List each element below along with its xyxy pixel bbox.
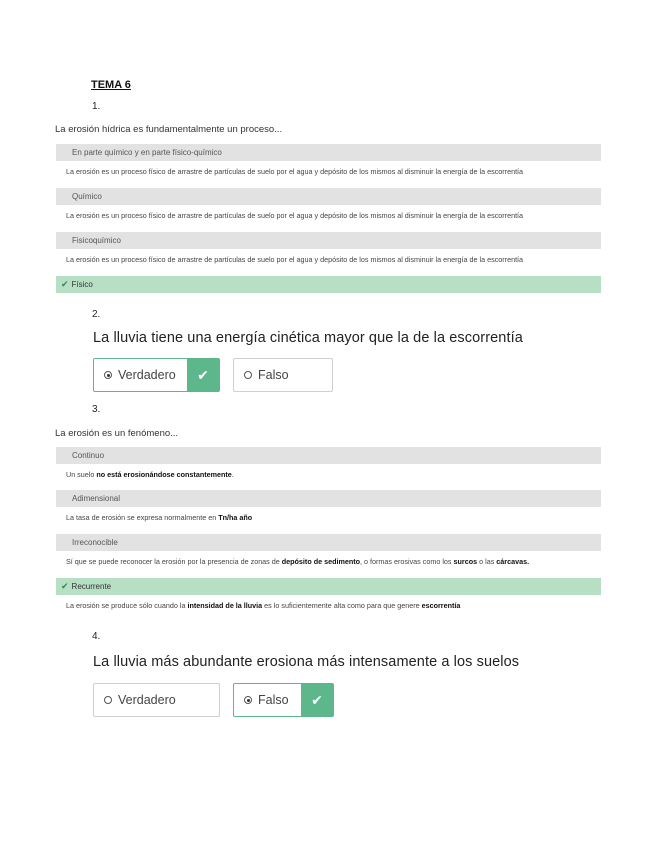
correct-answer-option[interactable] <box>56 276 601 293</box>
option-feedback: La tasa de erosión se expresa normalmente en Tn/ha año <box>66 513 253 522</box>
question-number: 2. <box>92 309 101 320</box>
question-number: 4. <box>92 631 101 642</box>
true-option-button[interactable] <box>93 683 220 717</box>
true-option-label: Verdadero <box>118 368 176 382</box>
answer-option[interactable]: Adimensional <box>56 490 601 507</box>
page-title: TEMA 6 <box>91 79 131 91</box>
question-number: 1. <box>92 101 101 112</box>
correct-answer-label: Físico <box>71 280 93 289</box>
false-option-button[interactable] <box>233 358 333 392</box>
radio-icon <box>104 696 112 704</box>
option-feedback: La erosión es un proceso físico de arrastre de partículas de suelo por el agua y depósito de los mismos al disminuir la energía de la escorrentía <box>66 255 524 264</box>
check-icon: ✔ <box>61 581 69 591</box>
answer-option[interactable]: Fisicoquímico <box>56 232 601 249</box>
answer-option[interactable]: Continuo <box>56 447 601 464</box>
true-option-label: Verdadero <box>118 693 176 707</box>
question-prompt: La lluvia más abundante erosiona más intensamente a los suelos <box>93 654 520 670</box>
option-feedback: Un suelo no está erosionándose constantemente. <box>66 470 234 479</box>
answer-option[interactable]: En parte químico y en parte físico-químico <box>56 144 601 161</box>
check-icon: ✔ <box>187 359 219 391</box>
false-option-button[interactable] <box>233 683 334 717</box>
check-icon: ✔ <box>301 684 333 716</box>
option-feedback: La erosión se produce sólo cuando la intensidad de la lluvia es lo suficientemente alta como para que genere escorrentía <box>66 601 461 610</box>
question-prompt: La erosión hídrica es fundamentalmente un proceso... <box>55 124 283 135</box>
question-prompt: La lluvia tiene una energía cinética mayor que la de la escorrentía <box>93 330 523 346</box>
answer-option[interactable]: Irreconocible <box>56 534 601 551</box>
false-option-label: Falso <box>258 368 289 382</box>
radio-selected-icon <box>244 696 252 704</box>
option-feedback: Sí que se puede reconocer la erosión por la presencia de zonas de depósito de sedimento, o formas erosivas como los surcos o las cárcavas. <box>66 557 530 566</box>
answer-option[interactable]: Químico <box>56 188 601 205</box>
check-icon: ✔ <box>61 279 69 289</box>
question-prompt: La erosión es un fenómeno... <box>55 428 179 439</box>
radio-selected-icon <box>104 371 112 379</box>
false-option-label: Falso <box>258 693 289 707</box>
radio-icon <box>244 371 252 379</box>
correct-answer-option[interactable] <box>56 578 601 595</box>
question-number: 3. <box>92 404 101 415</box>
option-feedback: La erosión es un proceso físico de arrastre de partículas de suelo por el agua y depósito de los mismos al disminuir la energía de la escorrentía <box>66 211 524 220</box>
true-option-button[interactable] <box>93 358 220 392</box>
option-feedback: La erosión es un proceso físico de arrastre de partículas de suelo por el agua y depósito de los mismos al disminuir la energía de la escorrentía <box>66 167 524 176</box>
correct-answer-label: Recurrente <box>71 582 112 591</box>
